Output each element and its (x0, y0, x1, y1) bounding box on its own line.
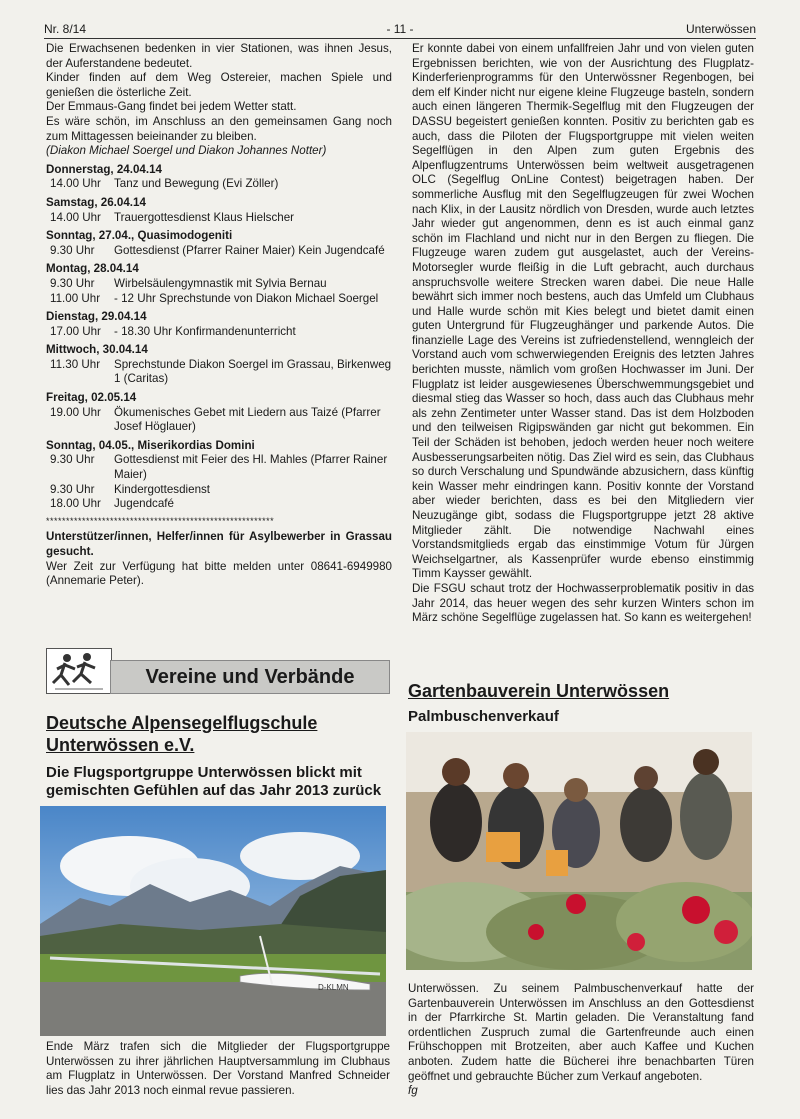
event-time: 11.00 Uhr (50, 291, 101, 305)
issue-number: Nr. 8/14 (44, 22, 87, 36)
intro-paragraph: Es wäre schön, im Anschluss an den gemeinsamen Gang noch zum Mittagessen beieinander zu bleiben. (46, 114, 392, 143)
event-time: 9.30 Uhr (50, 243, 95, 257)
palm-sale-caption-text: Unterwössen. Zu seinem Palmbuschenverkauf hatte der Gartenbauverein Unterwössen im Anschluss an den Gottesdienst in der Pfarrkirche St. Martin geladen. Die Veranstaltung fand ordentlichen Zuspruch zumal die Gartenfreunde auch einen Frühschoppen mit Brotzeiten, aber auch Kaffee und Kuchen anboten. Zudem hatte die Bücherei ihre benachbarten Türen geöffnet und gebrauchte Bücher zum Verkauf angeboten. (408, 982, 754, 1083)
event-description: Kindergottesdienst (114, 482, 211, 496)
page-number: - 11 - (386, 22, 414, 36)
event-time: 18.00 Uhr (50, 497, 101, 511)
event-time: 9.30 Uhr (50, 276, 95, 290)
event-description: Trauergottesdienst Klaus Hielscher (114, 210, 295, 224)
event-description: - 18.30 Uhr Konfirmandenunterricht (114, 324, 296, 338)
article-paragraph: Die FSGU schaut trotz der Hochwasserproblematik positiv in das Jahr 2014, das heuer wegen des sehr kurzen Winters schon im März schöne Segelflüge zugelassen hat. So kann es weitergehen! (412, 581, 754, 625)
schedule-event (46, 244, 392, 259)
palm-sale-caption (408, 982, 754, 1099)
signature: (Diakon Michael Soergel und Diakon Johannes Notter) (46, 144, 327, 158)
page-header (44, 22, 756, 39)
left-column (46, 42, 392, 589)
intro-paragraph: Kinder finden auf dem Weg Ostereier, machen Spiele und genießen die österliche Zeit. (46, 71, 392, 99)
schedule-event (46, 406, 392, 435)
intro-paragraph: Die Erwachsenen bedenken in vier Stationen, was ihnen Jesus, der Auferstandene bedeutet. (46, 42, 392, 70)
right-column (412, 42, 754, 626)
event-time: 14.00 Uhr (50, 177, 101, 191)
schedule-event (46, 325, 392, 340)
event-description: - 12 Uhr Sprechstunde von Diakon Michael Soergel (114, 291, 379, 305)
event-time: 17.00 Uhr (50, 324, 101, 338)
event-time: 14.00 Uhr (50, 210, 101, 224)
schedule-day: Freitag, 02.05.14 (46, 391, 137, 405)
event-description: Jugendcafé (114, 497, 174, 511)
separator-stars: ********************************************************* (46, 515, 275, 526)
runners-logo-icon (46, 648, 112, 694)
schedule-event (46, 358, 392, 387)
schedule-day: Mittwoch, 30.04.14 (46, 343, 148, 357)
palm-bunch-sale-photo (406, 732, 752, 970)
club-title: Gartenbauverein Unterwössen (408, 681, 670, 701)
section-title: Vereine und Verbände (110, 660, 390, 694)
club-title: Deutsche Alpensegelflugschule Unterwössen e.V. (46, 713, 318, 755)
schedule-day: Donnerstag, 24.04.14 (46, 162, 162, 176)
asylum-helpers-text: Wer Zeit zur Verfügung hat bitte melden unter 08641-6949980 (Annemarie Peter). (46, 559, 392, 588)
author-initials: fg (408, 1084, 418, 1098)
schedule-event (46, 292, 392, 307)
schedule-day: Dienstag, 29.04.14 (46, 310, 147, 324)
plane-registration: D-KLMN (318, 983, 349, 992)
schedule-event (46, 453, 392, 482)
schedule-event (46, 497, 392, 512)
event-description: Gottesdienst mit Feier des Hl. Mahles (Pfarrer Rainer Maier) (114, 453, 388, 482)
schedule-event (46, 277, 392, 292)
schedule-day: Montag, 28.04.14 (46, 262, 139, 276)
event-time: 9.30 Uhr (50, 482, 95, 496)
glider-photo (40, 806, 386, 1036)
schedule-day: Sonntag, 04.05., Miserikordias Domini (46, 438, 255, 452)
section-banner (46, 648, 388, 692)
event-time: 9.30 Uhr (50, 453, 95, 467)
article-title: Die Flugsportgruppe Unterwössen blickt mit gemischten Gefühlen auf das Jahr 2013 zurück (46, 764, 382, 799)
event-time: 19.00 Uhr (50, 405, 101, 419)
asylum-helpers-title: Unterstützer/innen, Helfer/innen für Asylbewerber in Grassau gesucht. (46, 530, 392, 558)
schedule-event (46, 177, 392, 192)
schedule-day: Sonntag, 27.04., Quasimodogeniti (46, 229, 233, 243)
event-time: 11.30 Uhr (50, 357, 101, 371)
event-description: Gottesdienst (Pfarrer Rainer Maier) Kein Jugendcafé (114, 243, 385, 257)
glider-caption: Ende März trafen sich die Mitglieder der Flugsportgruppe Unterwössen zu ihrer jährlichen Hauptversammlung im Clubhaus am Flugplatz in Unterwössen. Der Vorstand Manfred Schneider lies das Jahr 2013 noch einmal revue passieren. (46, 1040, 390, 1097)
schedule-event (46, 211, 392, 226)
article-paragraph: Er konnte dabei von einem unfallfreien Jahr und von vielen guten Ergebnissen berichten, wie von der Ausrichtung des Flugplatz-Kinderferienprogramms für den Unterwössner Regenbogen, bei dem elf Kinder nicht nur eigene kleine Flugzeuge basteln, sondern auch einen längeren Thermik-Segelflug mit den Flugzeugen der DASSU begeistert genießen konnten. Positiv zu berichten gab es auch, dass die Piloten der Flugsportgruppe mit vielen weiten Segelflügen in den Alpen zum guten Ergebnis des Alpenflugzentrums Unterwössen beim weltweit ausgetragenen OLC (Segelflug OnLine Contest) beigetragen haben. Der sommerliche Ausflug mit den Segelflugzeugen für zwei Wochen nach Klix, in der Lausitz nördlich von Dresden, wurde auch letztes Jahr wieder gut angenommen, denn es ist auch einmal ganz schön im Flachland und nicht nur in den Bergen zu fliegen. Die Flugzeuge waren zudem gut ausgelastet, auch der Vereins- Motorsegler wurde fleißig in die Luft gebracht, auch durchaus anspruchsvolle weitere Strecken waren dabei. Die neue Halle bewährt sich immer noch bestens, auch das Umfeld um Clubhaus und Halle wurde schön mit Kies belegt und bietet damit einen guten Untergrund für Flugzeughänger und parkende Autos. Die finanzielle Lage des Vereins ist zufriedenstellend, wenngleich der Vorstand auch vom schwerwiegenden Ereignis des letzten Jahres berichten musste, nämlich vom großen Hochwasser im Juni. Der Flugplatz ist leider ausgewiesenes Überschwemmungsgebiet und diesmal stieg das Wasser so hoch, dass auch das Clubhaus mehr als zehn Zentimeter unter Wasser stand. Das ist dem Holzboden und den teilweisen Rigipswänden gar nicht gut bekommen. Ein Teil der Schäden ist behoben, jedoch werden heuer noch weitere Ausbesserungsarbeiten nötig. Das Ziel wird es sein, das Clubhaus so durch Verschalung und Spundwände abzusichern, dass künftig kein Wasser mehr eindringen kann. Positiv konnte der Vorstand aber wieder berichten, dass es bei den Mitgliedern vier Neuzugänge gibt, sodass die Flugsportgruppe jetzt 28 aktive Mitglieder zählt. Die notwendige Nachwahl eines Vorstandsmitglieds ergab das einstimmige Votum für Jürgen Weichselgartner, als Kassenprüfer wurde ebenso einstimmig Timm Kaysser gewählt. (412, 42, 754, 581)
town-name: Unterwössen (685, 22, 756, 36)
schedule-event (46, 483, 392, 498)
intro-paragraph: Der Emmaus-Gang findet bei jedem Wetter statt. (46, 100, 297, 114)
schedule-day: Samstag, 26.04.14 (46, 195, 146, 209)
event-schedule (46, 163, 392, 512)
event-description: Tanz und Bewegung (Evi Zöller) (114, 177, 279, 191)
article-title: Palmbuschenverkauf (408, 708, 559, 725)
event-description: Sprechstunde Diakon Soergel im Grassau, Birkenweg 1 (Caritas) (114, 357, 392, 386)
event-description: Ökumenisches Gebet mit Liedern aus Taizé (Pfarrer Josef Höglauer) (114, 405, 381, 434)
event-description: Wirbelsäulengymnastik mit Sylvia Bernau (114, 276, 327, 290)
